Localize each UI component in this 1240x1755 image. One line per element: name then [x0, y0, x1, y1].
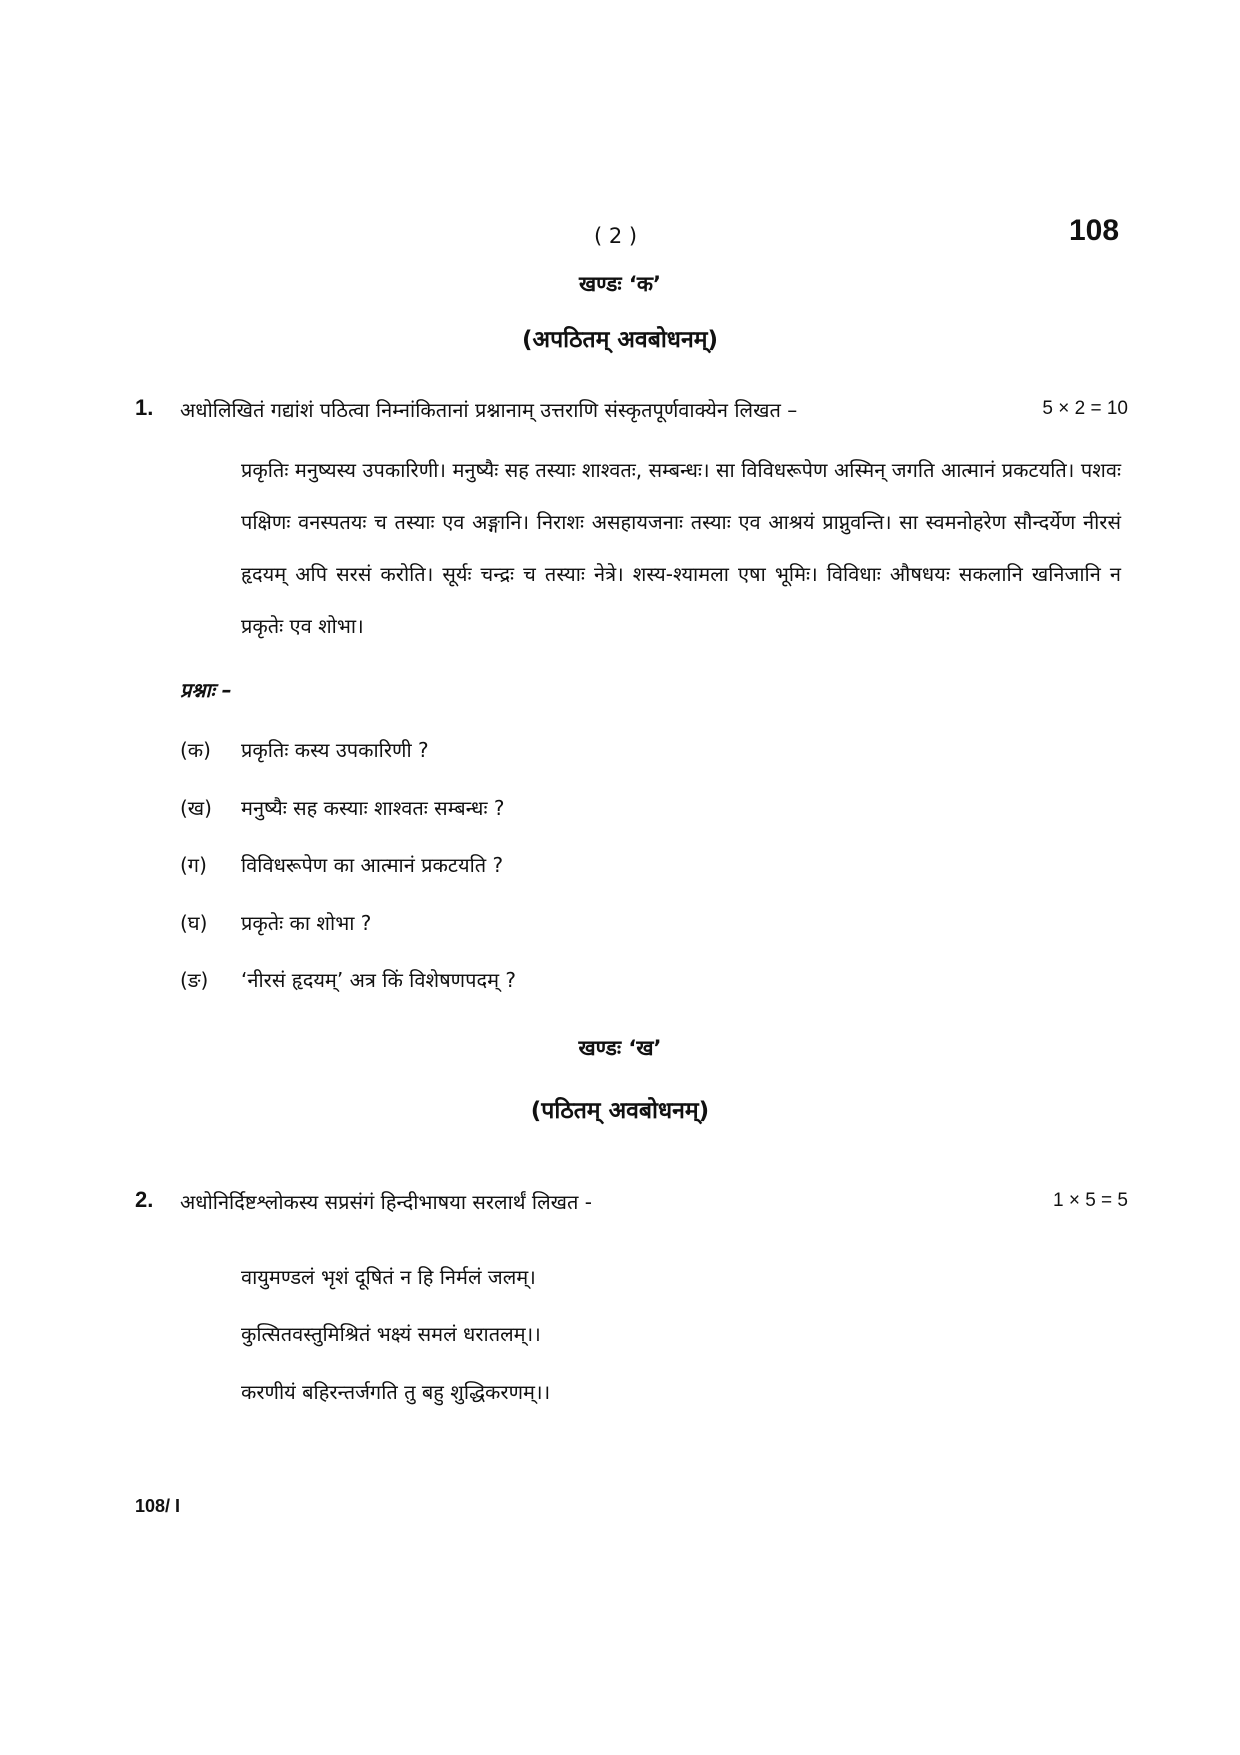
section-a-title: खण्डः ‘क’ [578, 272, 662, 296]
sub-question-text: प्रकृतेः का शोभा ? [241, 911, 372, 935]
page-number: ( 2 ) [594, 224, 638, 248]
sub-question-label: (ङ) [180, 968, 209, 992]
sub-question-label: (ग) [180, 853, 207, 877]
question-2-text: अधोनिर्दिष्टश्लोकस्य सप्रसंगं हिन्दीभाषया सरलार्थं लिखत - [180, 1190, 593, 1214]
section-b-subtitle: (पठितम् अवबोधनम्) [530, 1098, 710, 1124]
question-2-marks: 1 × 5 = 5 [1052, 1190, 1128, 1211]
footer-code: 108/ I [135, 1496, 181, 1516]
sub-question-text: प्रकृतिः कस्य उपकारिणी ? [241, 738, 429, 762]
sub-question-label: (घ) [180, 911, 208, 935]
sub-question-label: (ख) [180, 796, 212, 820]
question-1-marks: 5 × 2 = 10 [1042, 398, 1128, 419]
sub-question-text: मनुष्यैः सह कस्याः शाश्वतः सम्बन्धः ? [241, 796, 505, 820]
paper-code: 108 [1069, 214, 1120, 247]
question-2-number: 2. [135, 1187, 154, 1212]
questions-label: प्रश्नाः – [180, 678, 232, 702]
verse-line: कुत्सितवस्तुमिश्रितं भक्ष्यं समलं धरातलम्।। [241, 1322, 541, 1346]
verse-line: करणीयं बहिरन्तर्जगति तु बहु शुद्धिकरणम्।। [241, 1380, 551, 1404]
section-b-title: खण्डः ‘ख’ [578, 1036, 662, 1060]
sub-question-label: (क) [180, 738, 211, 762]
question-1-number: 1. [135, 395, 154, 420]
unseen-passage: प्रकृतिः मनुष्यस्य उपकारिणी। मनुष्यैः सह तस्याः शाश्वतः, सम्बन्धः। सा विविधरूपेण अस्मिन् जगति आत्मानं प्रकटयति। पशवः पक्षिणः वनस्पतयः च तस्याः एव अङ्गानि। निराशः असहायजनाः तस्याः एव आश्रयं प्राप्नुवन्ति। सा स्वमनोहरेण सौन्दर्येण नीरसं हृदयम् अपि सरसं करोति। सूर्यः चन्द्रः च तस्याः नेत्रे। शस्य-श्यामला एषा भूमिः। विविधाः औषधयः सकलानि खनिजानि न प्रकृतेः एव शोभा। [241, 458, 1121, 638]
verse-line: वायुमण्डलं भृशं दूषितं न हि निर्मलं जलम्। [241, 1265, 536, 1289]
sub-question-text: विविधरूपेण का आत्मानं प्रकटयति ? [241, 853, 504, 877]
section-a-subtitle: (अपठितम् अवबोधनम्) [522, 327, 718, 353]
sub-question-text: ‘नीरसं हृदयम्’ अत्र किं विशेषणपदम् ? [241, 968, 516, 992]
question-1-text: अधोलिखितं गद्यांशं पठित्वा निम्नांकितानां प्रश्नानाम् उत्तराणि संस्कृतपूर्णवाक्येन लिखत – [180, 398, 798, 422]
